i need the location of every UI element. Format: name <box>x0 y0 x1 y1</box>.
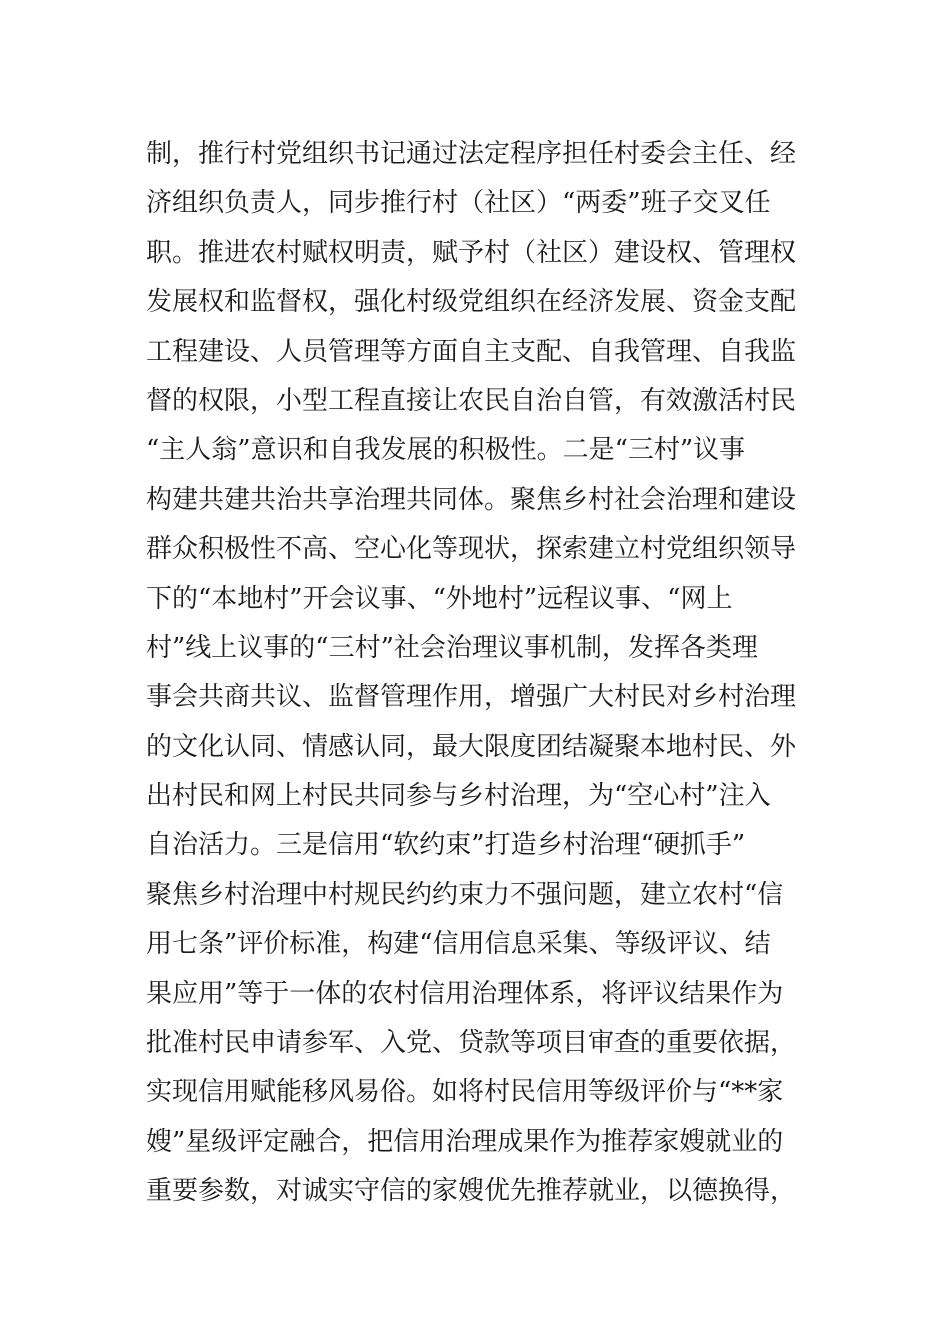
text-line: 下的“本地村”开会议事、“外地村”远程议事、“网上 <box>146 583 733 614</box>
text-line: 制，推行村党组织书记通过法定程序担任村委会主任、经 <box>146 139 797 169</box>
text-line: 嫂”星级评定融合，把信用治理成果作为推荐家嫂就业的 <box>146 1126 784 1157</box>
text-line: 发展权和监督权，强化村级党组织在经济发展、资金支配 <box>146 287 797 318</box>
text-line: 聚焦乡村治理中村规民约约束力不强问题，建立农村“信 <box>146 879 784 910</box>
text-line: 济组织负责人，同步推行村（社区）“两委”班子交叉任 <box>146 188 771 219</box>
text-line: 事会共商共议、监督管理作用，增强广大村民对乡村治理 <box>146 682 797 713</box>
text-line: 自治活力。三是信用“软约束”打造乡村治理“硬抓手” <box>146 830 746 861</box>
text-line: 出村民和网上村民共同参与乡村治理，为“空心村”注入 <box>146 781 771 812</box>
text-line: 批准村民申请参军、入党、贷款等项目审查的重要依据， <box>146 1028 797 1059</box>
text-line: 构建共建共治共享治理共同体。聚焦乡村社会治理和建设 <box>146 484 797 515</box>
text-line: 工程建设、人员管理等方面自主支配、自我管理、自我监 <box>146 336 797 367</box>
text-line: 的文化认同、情感认同，最大限度团结凝聚本地村民、外 <box>146 731 797 762</box>
text-line: 群众积极性不高、空心化等现状，探索建立村党组织领导 <box>146 534 797 565</box>
text-line: 果应用”等于一体的农村信用治理体系，将评议结果作为 <box>146 978 784 1009</box>
text-line: 督的权限，小型工程直接让农民自治自管，有效激活村民 <box>146 385 797 416</box>
body-text <box>146 130 816 1217</box>
text-line: “主人翁”意识和自我发展的积极性。二是“三村”议事 <box>146 435 746 466</box>
text-line: 用七条”评价标准，构建“信用信息采集、等级评议、结 <box>146 929 771 960</box>
text-line: 村”线上议事的“三村”社会治理议事机制，发挥各类理 <box>146 632 758 663</box>
text-line: 职。推进农村赋权明责，赋予村（社区）建设权、管理权 <box>146 237 797 268</box>
text-line: 重要参数，对诚实守信的家嫂优先推荐就业，以德换得， <box>146 1176 797 1207</box>
text-line: 实现信用赋能移风易俗。如将村民信用等级评价与“**家 <box>146 1077 784 1108</box>
